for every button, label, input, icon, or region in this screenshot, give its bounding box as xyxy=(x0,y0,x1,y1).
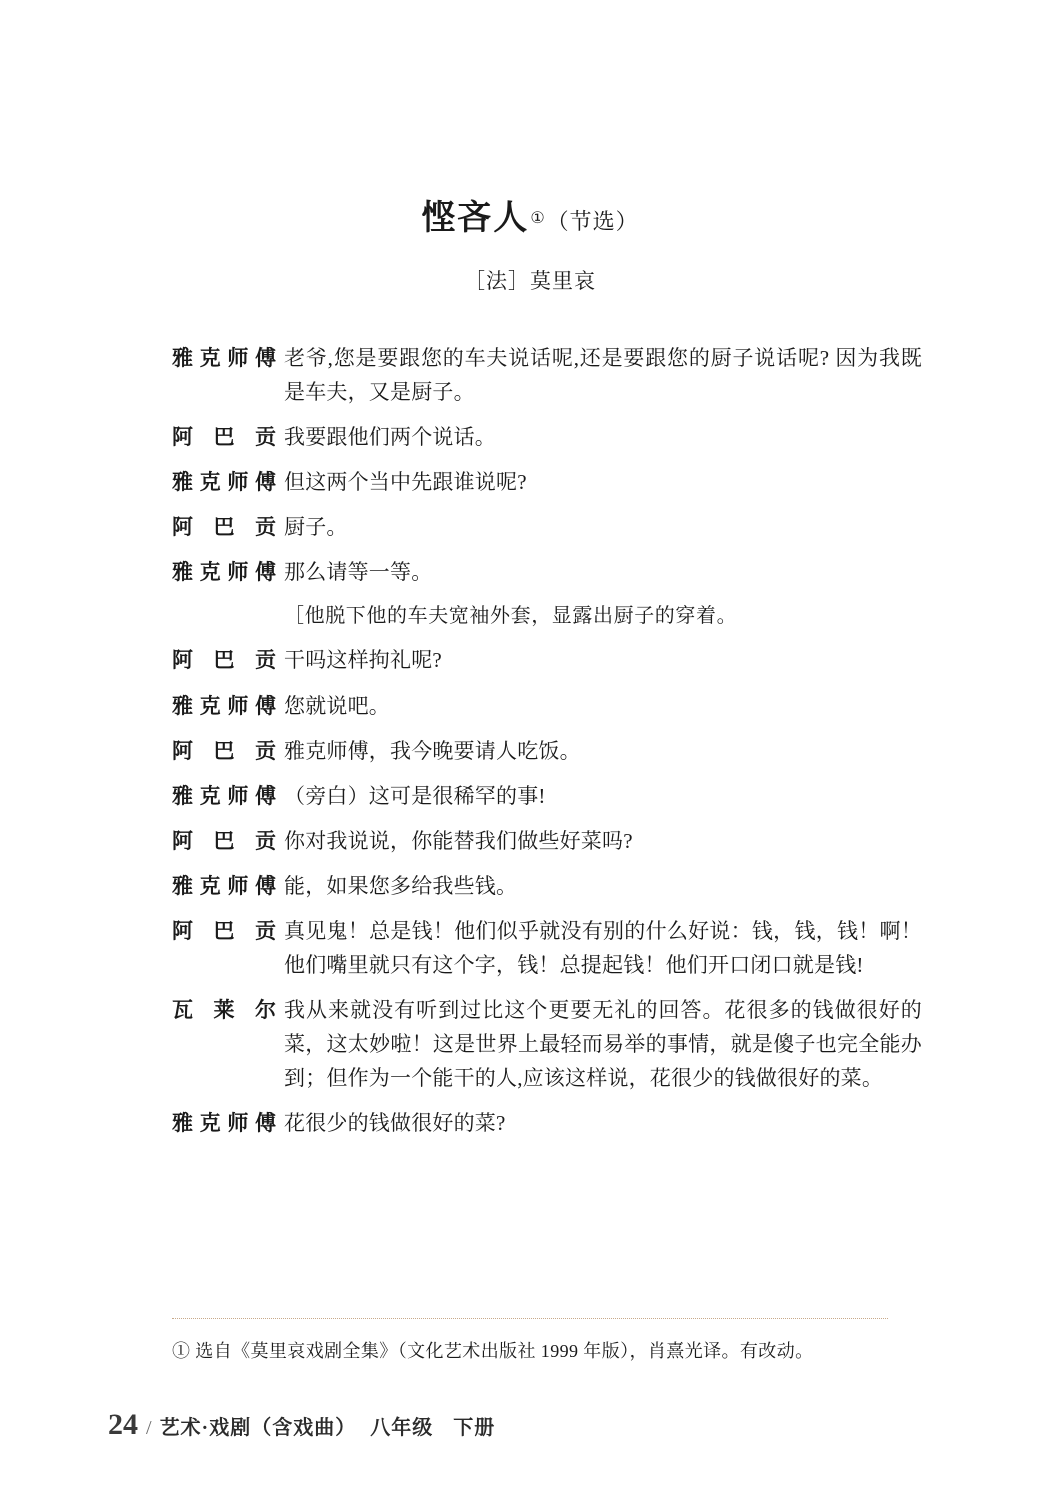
dialogue-line xyxy=(172,734,922,768)
speech-text: 我从来就没有听到过比这个更要无礼的回答。花很多的钱做很好的菜，这太妙啦！这是世界上最轻而易举的事情，就是傻子也完全能办到；但作为一个能干的人,应该这样说，花很少的钱做很好的菜。 xyxy=(284,997,922,1090)
speech-text: 那么请等一等。 xyxy=(284,560,433,585)
page-number: 24 xyxy=(108,1408,138,1441)
speech-text: 花很少的钱做很好的菜? xyxy=(284,1110,506,1135)
dialogue-line xyxy=(172,643,922,677)
dialogue-line xyxy=(172,689,922,723)
speaker-name: 阿巴贡 xyxy=(172,648,276,673)
stage-direction: ［他脱下他的车夫宽袖外套，显露出厨子的穿着。 xyxy=(284,605,738,628)
speaker-name: 雅克师傅 xyxy=(172,470,276,495)
speech-text: 您就说吧。 xyxy=(284,693,390,718)
speech-text: 老爷,您是要跟您的车夫说话呢,还是要跟您的厨子说话呢? 因为我既是车夫，又是厨子。 xyxy=(284,346,922,405)
speaker-name: 阿巴贡 xyxy=(172,828,276,853)
speaker-name: 雅克师傅 xyxy=(172,873,276,898)
dialogue-line xyxy=(172,510,922,544)
footnote-divider xyxy=(172,1318,888,1319)
dialogue-line xyxy=(172,465,922,499)
speech-text: 干吗这样拘礼呢? xyxy=(284,648,442,673)
speaker-name: 雅克师傅 xyxy=(172,1110,276,1135)
speaker-name: 雅克师傅 xyxy=(172,346,276,370)
footer-separator: / xyxy=(146,1417,152,1439)
speaker-name: 阿巴贡 xyxy=(172,515,276,540)
speech-text: 但这两个当中先跟谁说呢? xyxy=(284,470,527,495)
dialogue-line xyxy=(172,555,922,589)
speaker-name: 雅克师傅 xyxy=(172,783,276,808)
title-block xyxy=(0,190,1060,295)
footer-subject: 艺术·戏剧（含戏曲） xyxy=(159,1417,357,1439)
footnote-text: ① 选自《莫里哀戏剧全集》（文化艺术出版社 1999 年版），肖熹光译。有改动。 xyxy=(172,1341,814,1361)
dialogue-line xyxy=(172,824,922,858)
speaker-name: 阿巴贡 xyxy=(172,738,276,763)
page-title: 悭吝人 xyxy=(421,200,530,237)
footer-volume: 下册 xyxy=(453,1417,496,1439)
speaker-name: 阿巴贡 xyxy=(172,918,276,943)
speech-text: 厨子。 xyxy=(284,515,348,540)
speaker-name: 瓦莱尔 xyxy=(172,997,276,1022)
title-subtitle: （节选） xyxy=(546,209,639,234)
dialogue-line xyxy=(172,1106,922,1140)
speech-text: 雅克师傅，我今晚要请人吃饭。 xyxy=(284,738,581,763)
dialogue-line xyxy=(172,869,922,903)
speaker-name: 雅克师傅 xyxy=(172,560,276,585)
speech-text: 能，如果您多给我些钱。 xyxy=(284,873,518,898)
author-byline: ［法］莫里哀 xyxy=(464,269,596,293)
speech-text: （旁白）这可是很稀罕的事! xyxy=(284,783,546,808)
title-line xyxy=(421,190,638,239)
footnote-marker: ① xyxy=(530,209,545,227)
footer-grade: 八年级 xyxy=(370,1417,434,1439)
dialogue-line xyxy=(172,779,922,813)
page-footer xyxy=(108,1408,495,1442)
dialogue-line xyxy=(172,914,922,982)
speech-text: 真见鬼！总是钱！他们似乎就没有别的什么好说：钱，钱，钱！啊！他们嘴里就只有这个字，钱！总提起钱！他们开口闭口就是钱! xyxy=(284,918,922,977)
dialogue-line xyxy=(172,993,922,1095)
speech-text: 你对我说说，你能替我们做些好菜吗? xyxy=(284,828,633,853)
dialogue-body xyxy=(0,341,1060,1140)
dialogue-line xyxy=(172,341,922,409)
speech-text: 我要跟他们两个说话。 xyxy=(284,425,496,450)
speaker-name: 雅克师傅 xyxy=(172,693,276,718)
speaker-name: 阿巴贡 xyxy=(172,425,276,450)
dialogue-line xyxy=(172,420,922,454)
